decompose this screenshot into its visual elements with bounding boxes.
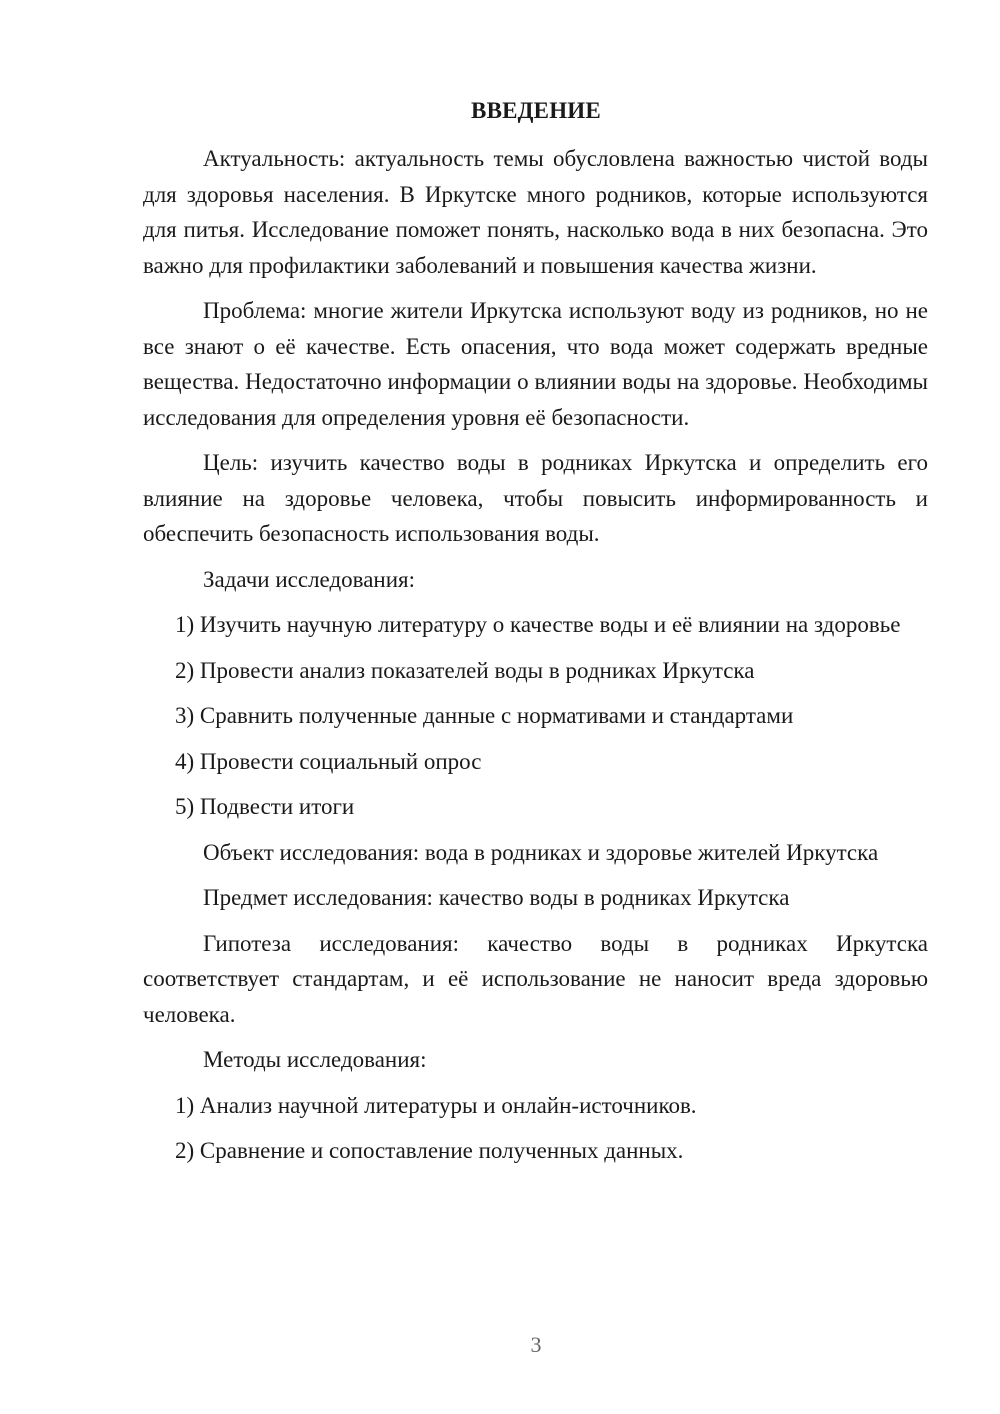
paragraph-subject: Предмет исследования: качество воды в родниках Иркутска <box>203 885 790 910</box>
list-item-task-2: 2) Провести анализ показателей воды в родниках Иркутска <box>175 657 755 683</box>
paragraph-tasks-heading: Задачи исследования: <box>203 566 416 592</box>
list-item-method-2: 2) Сравнение и сопоставление полученных данных. <box>175 1138 684 1163</box>
list-item-task-4: 4) Провести социальный опрос <box>175 748 482 774</box>
list-item-task-1: 1) Изучить научную литературу о качестве воды и её влиянии на здоровье <box>175 612 901 637</box>
paragraph-relevance: Актуальность: актуальность темы обусловлена важностью чистой воды для здоровья населения. В Иркутске много родников, которые используются для питья. Исследование поможет понять, насколько вода в них безопасна. Это важно для профилактики заболеваний и повышения качества жизни. <box>143 146 928 278</box>
section-heading: ВВЕДЕНИЕ <box>471 98 601 123</box>
list-item-task-5: 5) Подвести итоги <box>175 794 355 819</box>
body-text <box>143 141 928 1179</box>
paragraph-methods-heading: Методы исследования: <box>203 1047 427 1072</box>
paragraph-hypothesis: Гипотеза исследования: качество воды в родниках Иркутска соответствует стандартам, и её использование не наносит вреда здоровью человека. <box>143 930 928 1027</box>
list-item-method-1: 1) Анализ научной литературы и онлайн-источников. <box>175 1092 697 1118</box>
paragraph-goal: Цель: изучить качество воды в родниках Иркутска и определить его влияние на здоровье человека, чтобы повысить информированность и обеспечить безопасность использования воды. <box>143 450 928 546</box>
paragraph-object: Объект исследования: вода в родниках и здоровье жителей Иркутска <box>203 839 879 865</box>
page-number: 3 <box>530 1332 542 1357</box>
paragraph-problem: Проблема: многие жители Иркутска используют воду из родников, но не все знают о её качестве. Есть опасения, что вода может содержать вредные вещества. Недостаточно информации о влиянии воды на здоровье. Необходимы исследования для определения уровня её безопасности. <box>143 298 928 430</box>
list-item-task-3: 3) Сравнить полученные данные с нормативами и стандартами <box>175 703 794 728</box>
